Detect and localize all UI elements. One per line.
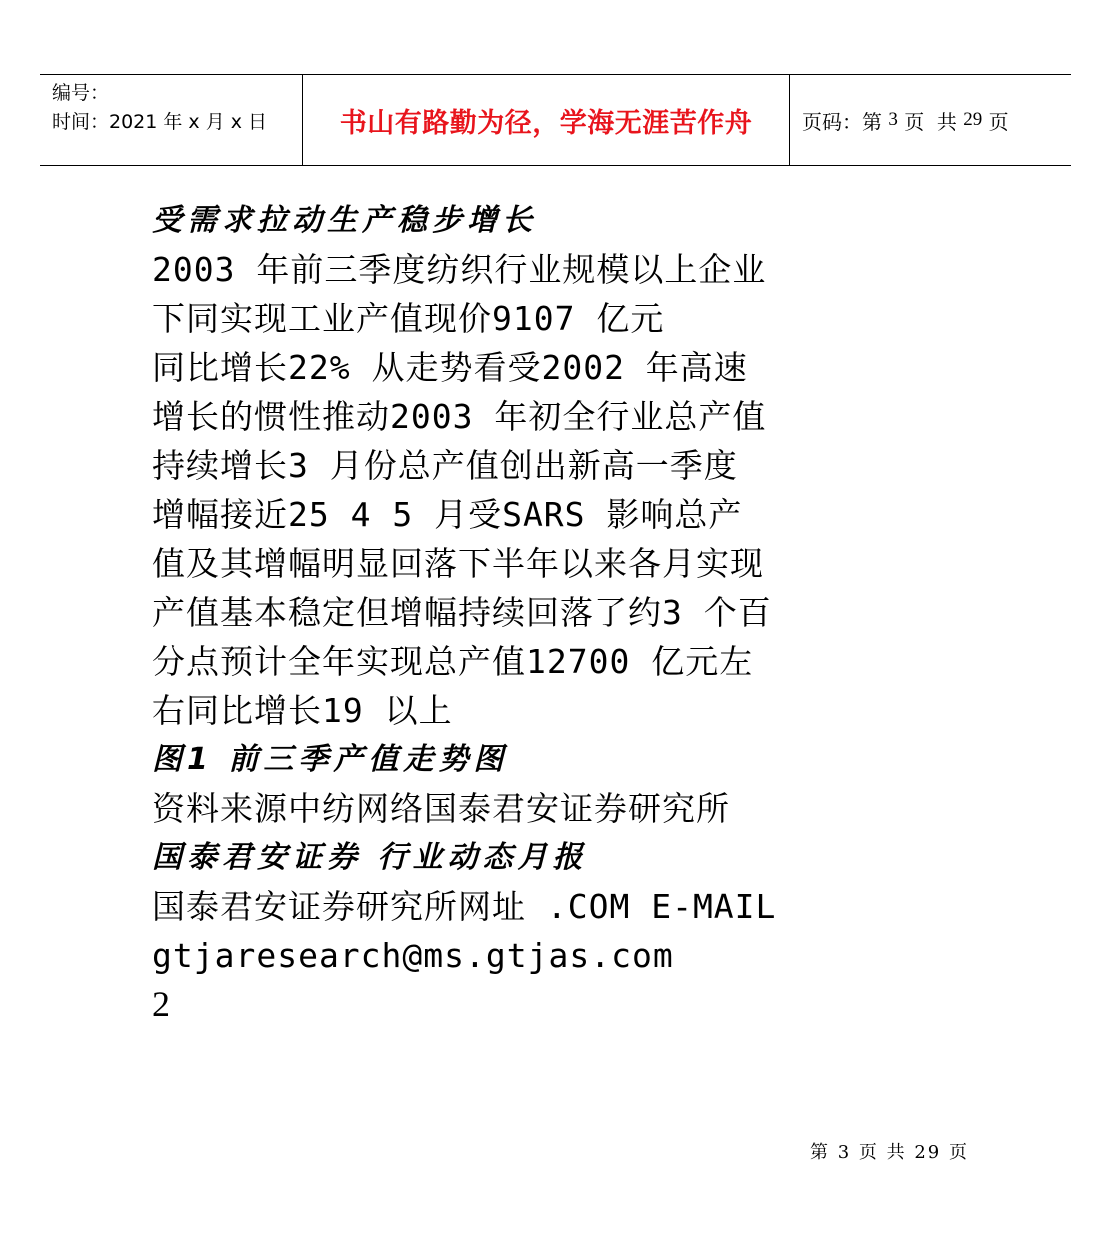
paragraph-line: 值及其增幅明显回落下半年以来各月实现 (152, 544, 764, 583)
paragraph-line: 增幅接近25 4 5 月受SARS 影响总产 (152, 495, 743, 534)
report-title-heading: 国泰君安证券 行业动态月报 (152, 840, 588, 875)
paragraph-line: 持续增长3 月份总产值创出新高一季度 (152, 446, 738, 485)
figure-caption: 图1 前三季产值走势图 (152, 742, 509, 777)
email-line: gtjaresearch@ms.gtjas.com (152, 936, 674, 975)
paragraph-line: 下同实现工业产值现价9107 亿元 (152, 299, 665, 338)
paragraph (152, 245, 912, 735)
paragraph-line: 分点预计全年实现总产值12700 亿元左 (152, 642, 754, 681)
document-body (152, 196, 912, 1029)
page-middle: 页 共 (897, 109, 964, 134)
motto-text: 书山有路勤为径，学海无涯苦作舟 (339, 107, 753, 139)
header-motto-cell (302, 75, 790, 165)
website-line: 国泰君安证券研究所网址 .COM E-MAIL (152, 887, 777, 926)
header-meta-cell (40, 75, 303, 165)
section-heading: 受需求拉动生产稳步增长 (152, 203, 537, 238)
source-line: 资料来源中纺网络国泰君安证券研究所 (152, 789, 730, 828)
header-page-cell (790, 75, 1071, 165)
page-total: 29 (963, 109, 983, 130)
paragraph-line: 同比增长22% 从走势看受2002 年高速 (152, 348, 748, 387)
page-suffix: 页 (982, 109, 1009, 134)
paragraph-line: 右同比增长19 以上 (152, 691, 453, 730)
page-footer: 第 3 页 共 29 页 (810, 1142, 969, 1163)
paragraph-line: 2003 年前三季度纺织行业规模以上企业 (152, 250, 767, 289)
paragraph-line: 增长的惯性推动2003 年初全行业总产值 (152, 397, 767, 436)
serial-number-label: 编号： (52, 82, 110, 104)
time-label: 时间：2021 年 x 月 x 日 (52, 111, 268, 133)
document-header (40, 74, 1071, 166)
page-current: 3 (888, 109, 898, 130)
page-prefix: 页码：第 (802, 109, 889, 134)
inline-page-number: 2 (152, 984, 170, 1024)
paragraph-line: 产值基本稳定但增幅持续回落了约3 个百 (152, 593, 772, 632)
